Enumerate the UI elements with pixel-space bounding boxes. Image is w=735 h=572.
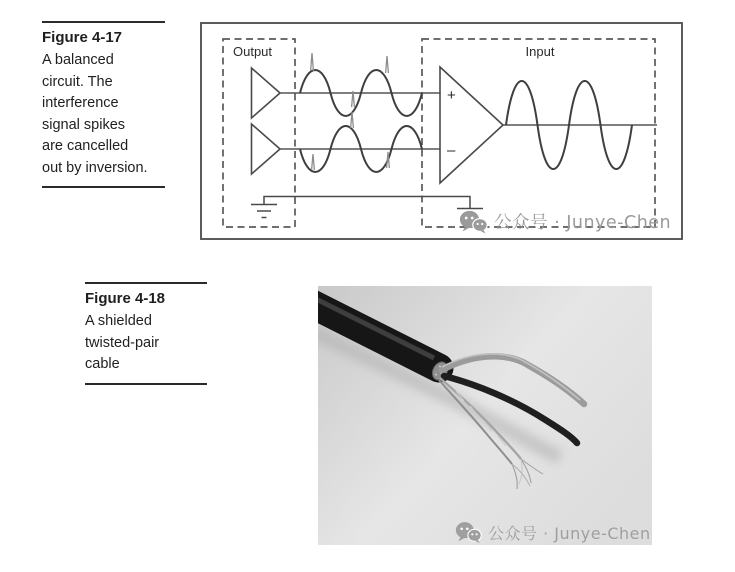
figure-4-17-caption-line: circuit. The bbox=[42, 73, 113, 90]
figure-4-18-caption-line: A shielded bbox=[85, 313, 152, 329]
diff-amp-triangle bbox=[440, 67, 503, 183]
balanced-circuit-diagram bbox=[200, 22, 684, 241]
input-label: Input bbox=[525, 44, 555, 59]
output-label: Output bbox=[233, 44, 273, 59]
figure-4-17-caption-line: signal spikes bbox=[42, 116, 126, 133]
figure-4-17-caption-line: are cancelled bbox=[42, 138, 129, 154]
buffer-triangle-bottom bbox=[252, 124, 281, 174]
figure-4-18-caption-title: Figure 4-18 bbox=[85, 290, 166, 307]
figure-4-18-caption bbox=[85, 282, 207, 385]
figure-4-17-caption-line: out by inversion. bbox=[42, 159, 148, 176]
amp-minus-label: – bbox=[447, 142, 456, 159]
buffer-triangle-top bbox=[252, 68, 281, 118]
figure-4-18-caption-line: cable bbox=[85, 356, 120, 372]
twisted-pair-cable-photo bbox=[318, 286, 652, 545]
ground-wire bbox=[251, 197, 483, 218]
figure-4-17-caption bbox=[42, 21, 165, 188]
watermark-text: 公众号 · Junye-Chen bbox=[488, 524, 651, 543]
figure-4-18-caption-line: twisted-pair bbox=[85, 334, 160, 351]
figure-4-17-caption-line: interference bbox=[42, 95, 119, 111]
amp-plus-label: + bbox=[447, 87, 456, 104]
figure-4-17-caption-line: A balanced bbox=[42, 52, 114, 68]
watermark-text: 公众号 · Junye-Chen bbox=[494, 213, 672, 233]
figure-4-17-caption-title: Figure 4-17 bbox=[42, 29, 123, 46]
